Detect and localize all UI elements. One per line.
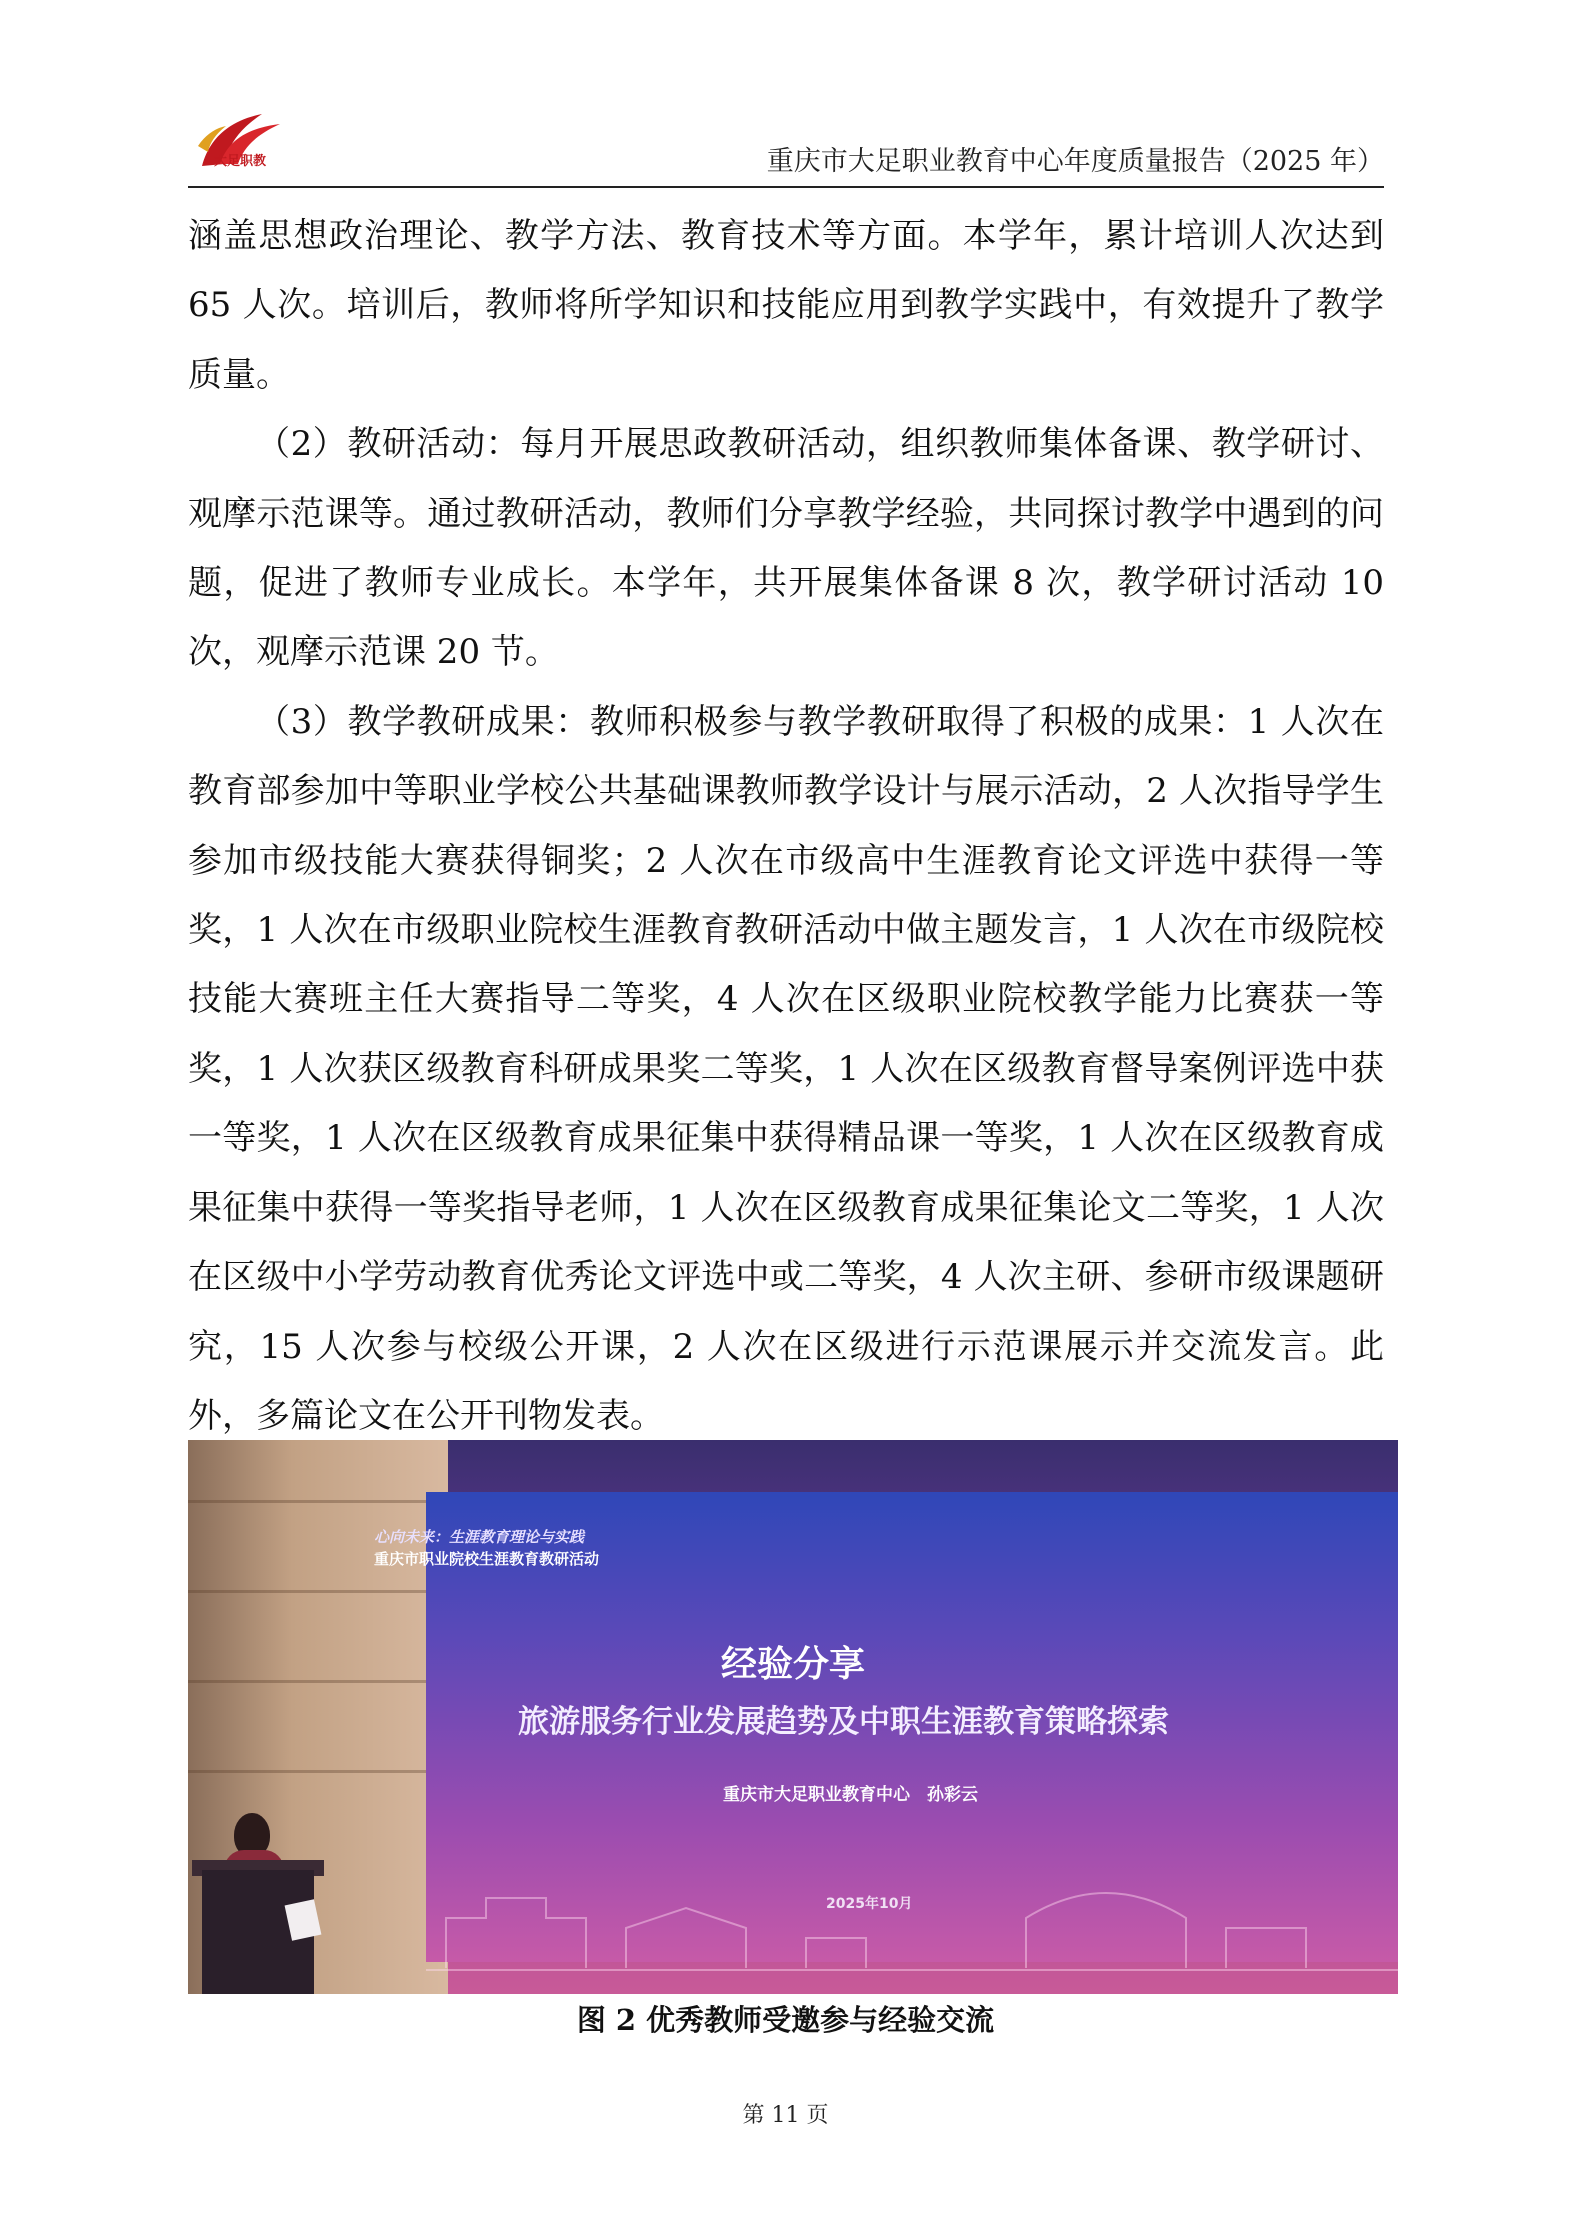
paragraph-research-achievements: （3）教学教研成果：教师积极参与教学教研取得了积极的成果：1 人次在教育部参加中等职业学校公共基础课教师教学设计与展示活动，2 人次指导学生参加市级技能大赛获得铜奖；2 人次在市级高中生涯教育论文评选中获得一等奖，1 人次在市级职业院校生涯教育教研活动中做主题发言，1 人次在市级院校技能大赛班主任大赛指导二等奖，4 人次在区级职业院校教学能力比赛获一等奖，1 人次获区级教育科研成果奖二等奖，1 人次在区级教育督导案例评选中获一等奖，1 人次在区级教育成果征集中获得精品课一等奖，1 人次在区级教育成果征集中获得一等奖指导老师，1 人次在区级教育成果征集论文二等奖，1 人次在区级中小学劳动教育优秀论文评选中或二等奖，4 人次主研、参研市级课题研究，15 人次参与校级公开课，2 人次在区级进行示范课展示并交流发言。此外，多篇论文在公开刊物发表。: [188, 701, 1384, 1436]
figure-photo: [188, 1440, 1398, 1994]
paragraph-training: 涵盖思想政治理论、教学方法、教育技术等方面。本学年，累计培训人次达到 65 人次。培训后，教师将所学知识和技能应用到教学实践中，有效提升了教学质量。: [188, 216, 1384, 395]
page-header: [188, 100, 1384, 188]
screen-event-theme: 心向未来：生涯教育理论与实践: [374, 1528, 585, 1546]
logo-text: 大足职教: [214, 154, 267, 169]
body-text: [188, 202, 1384, 1451]
screen-subtitle: 旅游服务行业发展趋势及中职生涯教育策略探索: [518, 1704, 1169, 1740]
figure-caption: 图 2 优秀教师受邀参与经验交流: [576, 2003, 995, 2037]
screen-date: 2025年10月: [826, 1896, 913, 1912]
page-number: 第 11 页: [742, 2103, 829, 2128]
screen-event-name: 重庆市职业院校生涯教育教研活动: [374, 1550, 600, 1568]
header-title: 重庆市大足职业教育中心年度质量报告（2025 年）: [766, 146, 1384, 177]
skyline-drawing: [426, 1858, 1398, 1978]
paragraph-research-activities: （2）教研活动：每月开展思政教研活动，组织教师集体备课、教学研讨、观摩示范课等。通过教研活动，教师们分享教学经验，共同探讨教学中遇到的问题，促进了教师专业成长。本学年，共开展集体备课 8 次，教学研讨活动 10 次，观摩示范课 20 节。: [188, 424, 1384, 673]
screen-author: 重庆市大足职业教育中心 孙彩云: [723, 1785, 978, 1805]
screen-title: 经验分享: [720, 1644, 865, 1685]
